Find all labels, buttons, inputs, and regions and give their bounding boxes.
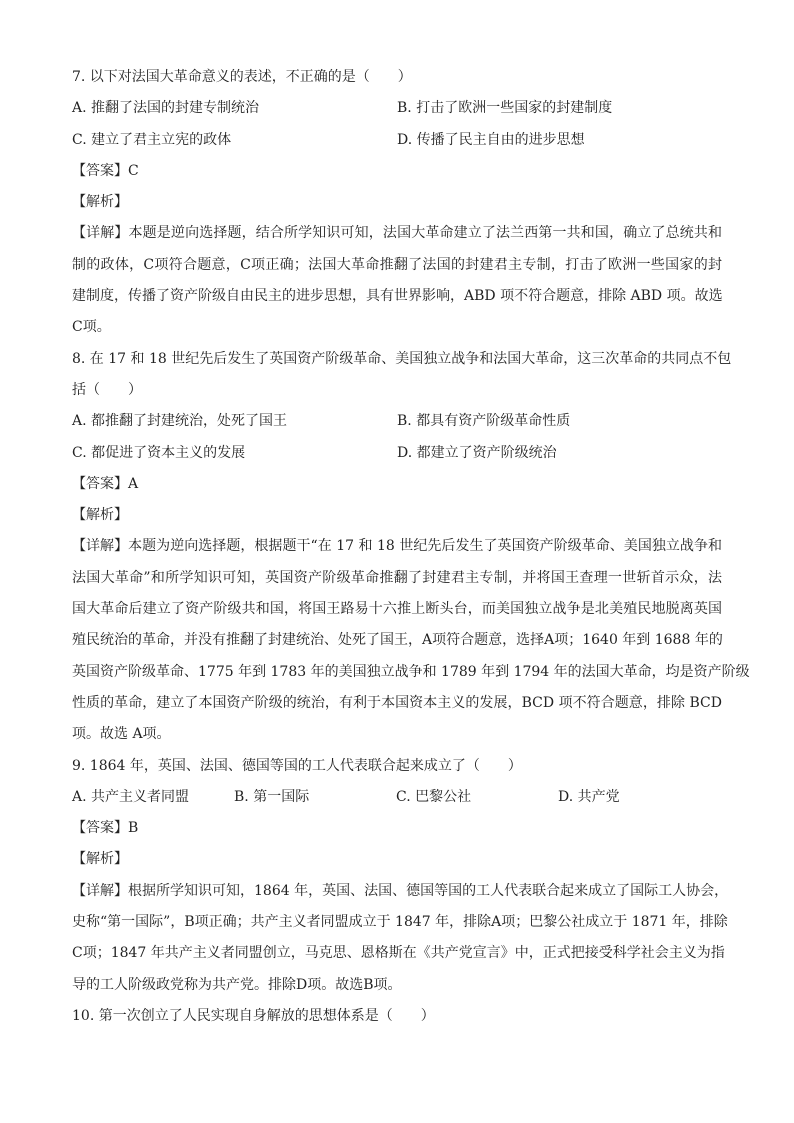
question-7-option-d: D. 传播了民主自由的进步思想 <box>397 131 585 148</box>
question-9-detail-line: C项；1847 年共产主义者同盟创立，马克思、恩格斯在《共产党宣言》中，正式把接受科学社会主义为指 <box>72 945 725 962</box>
question-8-option-d: D. 都建立了资产阶级统治 <box>397 444 557 461</box>
question-7-stem: 7. 以下对法国大革命意义的表述，不正确的是（ ） <box>72 69 412 85</box>
document-page <box>72 62 750 1032</box>
question-8-options-row-1 <box>72 406 722 437</box>
question-9-detail-line: 【详解】根据所学知识可知，1864 年，英国、法国、德国等国的工人代表联合起来成立了国际工人协会， <box>72 882 729 899</box>
question-8-detail-line: 性质的革命，建立了本国资产阶级的统治，有利于本国资本主义的发展，BCD 项不符合题意，排除 BCD <box>72 694 722 711</box>
question-8-answer: 【答案】A <box>72 475 139 492</box>
question-7-detail-line: 【详解】本题是逆向选择题，结合所学知识可知，法国大革命建立了法兰西第一共和国，确立了总统共和 <box>72 225 722 242</box>
question-9-options-row <box>72 782 722 813</box>
question-9-option-b: B. 第一国际 <box>234 788 310 805</box>
question-7-option-c: C. 建立了君主立宪的政体 <box>72 131 232 148</box>
question-8-detail-line: 项。故选 A项。 <box>72 726 171 743</box>
question-9-detail-line: 导的工人阶级政党称为共产党。排除D项。故选B项。 <box>72 976 402 993</box>
question-7-option-a: A. 推翻了法国的封建专制统治 <box>72 100 260 117</box>
question-9-option-d: D. 共产党 <box>558 788 620 805</box>
question-9-option-a: A. 共产主义者同盟 <box>72 788 190 805</box>
question-8-detail-line: 法国大革命”和所学知识可知，英国资产阶级革命推翻了封建君主专制，并将国王查理一世斩首示众，法 <box>72 569 722 586</box>
question-7-analysis-label: 【解析】 <box>72 194 128 211</box>
question-8-stem: 括（ ） <box>72 381 142 398</box>
question-8-detail-line: 殖民统治的革命，并没有推翻了封建统治、处死了国王，A项符合题意，选择A项；1640 年到 1688 年的 <box>72 632 723 649</box>
question-7-options-row-2 <box>72 125 722 156</box>
question-7-detail-line: 建制度，传播了资产阶级自由民主的进步思想，具有世界影响，ABD 项不符合题意，排除 ABD 项。故选 <box>72 288 723 305</box>
question-8-detail-line: 国大革命后建立了资产阶级共和国，将国王路易十六推上断头台，而美国独立战争是北美殖民地脱离英国 <box>72 601 722 618</box>
question-8-detail-line: 【详解】本题为逆向选择题，根据题干“在 17 和 18 世纪先后发生了英国资产阶级革命、美国独立战争和 <box>72 538 722 555</box>
question-7-options-row-1 <box>72 93 722 124</box>
question-8-stem: 8. 在 17 和 18 世纪先后发生了英国资产阶级革命、美国独立战争和法国大革命，这三次革命的共同点不包 <box>72 350 732 367</box>
question-8-detail-line: 英国资产阶级革命、1775 年到 1783 年的美国独立战争和 1789 年到 1794 年的法国大革命，均是资产阶级 <box>72 663 750 680</box>
question-7-answer: 【答案】C <box>72 162 139 179</box>
question-7-detail-line: C项。 <box>72 319 111 336</box>
question-9-analysis-label: 【解析】 <box>72 851 128 868</box>
question-9-stem: 9. 1864 年，英国、法国、德国等国的工人代表联合起来成立了（ ） <box>72 757 522 774</box>
question-8-options-row-2 <box>72 438 722 469</box>
question-8-option-b: B. 都具有资产阶级革命性质 <box>397 413 571 430</box>
question-8-option-c: C. 都促进了资本主义的发展 <box>72 444 246 461</box>
question-8-analysis-label: 【解析】 <box>72 507 128 524</box>
question-7-detail-line: 制的政体，C项符合题意，C项正确；法国大革命推翻了法国的封建君主专制，打击了欧洲一些国家的封 <box>72 256 722 273</box>
question-8-option-a: A. 都推翻了封建统治，处死了国王 <box>72 413 288 430</box>
question-10-stem: 10. 第一次创立了人民实现自身解放的思想体系是（ ） <box>72 1007 435 1024</box>
question-9-detail-line: 史称“第一国际”，B项正确；共产主义者同盟成立于 1847 年，排除A项；巴黎公社成立于 1871 年，排除 <box>72 914 728 931</box>
question-9-option-c: C. 巴黎公社 <box>396 788 472 805</box>
question-7-option-b: B. 打击了欧洲一些国家的封建制度 <box>397 100 613 117</box>
question-9-answer: 【答案】B <box>72 820 139 837</box>
